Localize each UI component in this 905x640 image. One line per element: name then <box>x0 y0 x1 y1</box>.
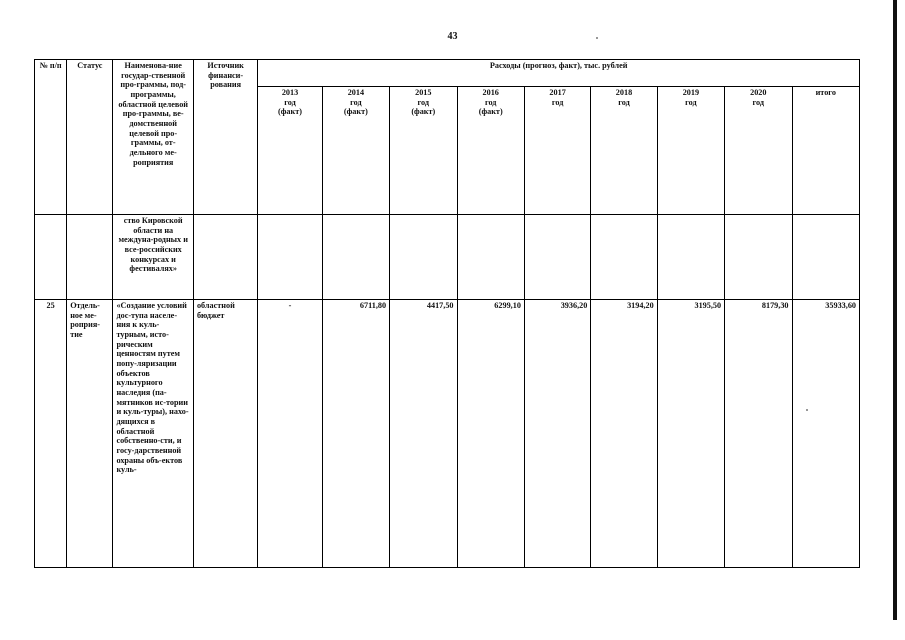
cell-empty <box>457 215 524 300</box>
cell-funding-source: областной бюджет <box>193 300 257 568</box>
page-number: 43 <box>447 31 458 42</box>
table-row-continuation <box>35 215 860 300</box>
cell-status: Отдель-ное ме-роприя-тие <box>67 300 113 568</box>
cell-value-total: 35933,60 <box>792 300 860 568</box>
header-funding-source: Источник финанси-рования <box>193 60 257 215</box>
cell-empty <box>524 215 590 300</box>
header-program-name: Наименова-ние государ-ственной про-граммы, под-программы, областной целевой про-граммы, ве-домственной целевой про-граммы, от-дельного ме-роприятия <box>113 60 193 215</box>
cell-empty <box>390 215 457 300</box>
page-edge-bar <box>893 0 897 620</box>
cell-empty <box>67 215 113 300</box>
header-year-2015: 2015 год (факт) <box>390 87 457 215</box>
header-year-2018: 2018 год <box>591 87 657 215</box>
header-year-2014: 2014 год (факт) <box>322 87 389 215</box>
cell-value-2015: 4417,50 <box>390 300 457 568</box>
header-year-2020: 2020 год <box>725 87 792 215</box>
cell-empty <box>792 215 860 300</box>
cell-row-number: 25 <box>35 300 67 568</box>
cell-empty <box>35 215 67 300</box>
header-year-2017: 2017 год <box>524 87 590 215</box>
cell-empty <box>591 215 657 300</box>
header-year-2016: 2016 год (факт) <box>457 87 524 215</box>
cell-value-2013: - <box>258 300 322 568</box>
cell-value-2019: 3195,50 <box>657 300 724 568</box>
table-row-25 <box>35 300 860 568</box>
cell-empty <box>725 215 792 300</box>
cell-value-2017: 3936,20 <box>524 300 590 568</box>
cell-value-2016: 6299,10 <box>457 300 524 568</box>
header-year-2019: 2019 год <box>657 87 724 215</box>
header-total: итого <box>792 87 860 215</box>
header-status: Статус <box>67 60 113 215</box>
budget-table <box>34 59 860 568</box>
cell-continuation-name: ство Кировской области на междуна-родных и все-российских конкурсах и фестивалях» <box>113 215 193 300</box>
cell-empty <box>258 215 322 300</box>
cell-value-2018: 3194,20 <box>591 300 657 568</box>
cell-value-2014: 6711,80 <box>322 300 389 568</box>
header-year-2013: 2013 год (факт) <box>258 87 322 215</box>
cell-program-name: «Создание условий дос-тупа населе-ния к куль-турным, исто-рическим ценностям путем попу-ляризации объектов культурного наследия (па-мятников ис-тории и куль-туры), нахо-дящихся в областной собственно-сти, и госу-дарственной охраны объ-ектов куль- <box>113 300 193 568</box>
scan-speck <box>596 37 598 39</box>
cell-empty <box>322 215 389 300</box>
header-num: № п/п <box>35 60 67 215</box>
cell-value-2020: 8179,30 <box>725 300 792 568</box>
header-expenses: Расходы (прогноз, факт), тыс. рублей <box>258 60 860 87</box>
cell-empty <box>657 215 724 300</box>
cell-empty <box>193 215 257 300</box>
